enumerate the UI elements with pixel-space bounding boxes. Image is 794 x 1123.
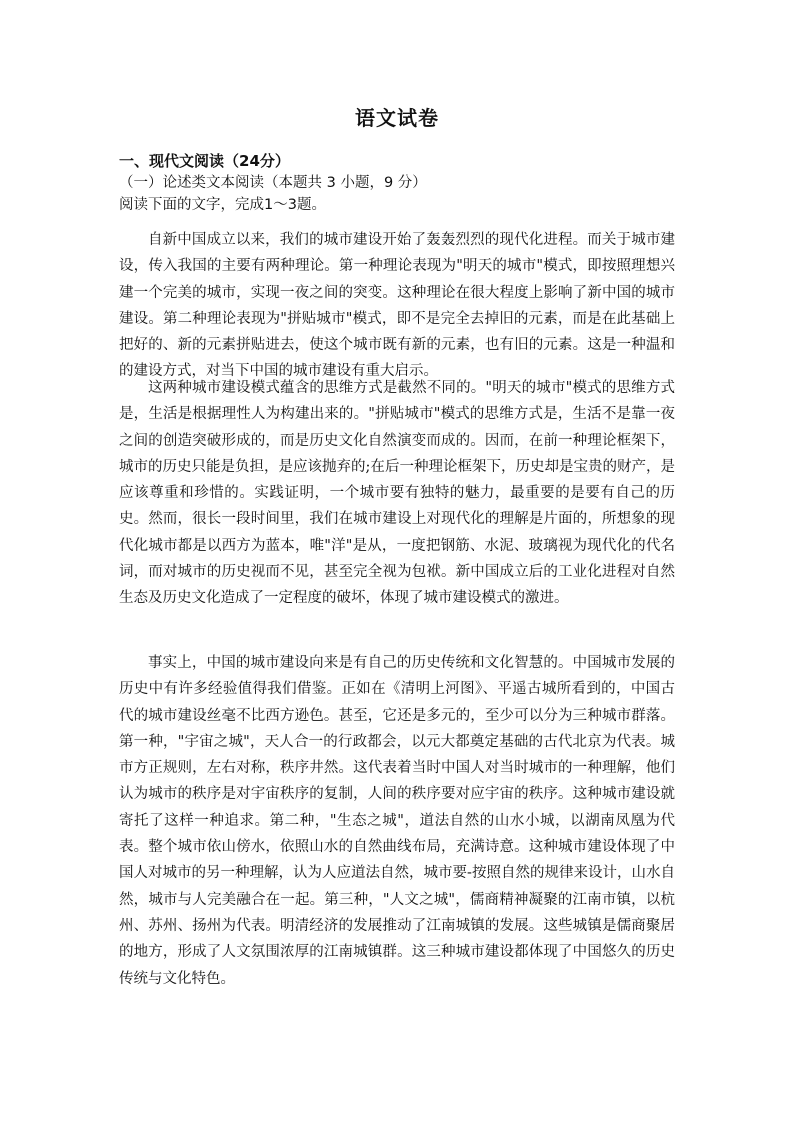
passage-paragraph-2: 这两种城市建设模式蕴含的思维方式是截然不同的。"明天的城市"模式的思维方式是，生活是根据理性人为构建出来的。"拼贴城市"模式的思维方式是，生活不是靠一夜之间的创造突破形成的，而是历史文化自然演变而成的。因而，在前一种理论框架下，城市的历史只能是负担，是应该抛弃的;在后一种理论框架下，历史却是宝贵的财产，是应该尊重和珍惜的。实践证明，一个城市要有独特的魅力，最重要的是要有自己的历史。然而，很长一段时间里，我们在城市建设上对现代化的理解是片面的，所想象的现代化城市都是以西方为蓝本，唯"洋"是从，一度把钢筋、水泥、玻璃视为现代化的代名词，而对城市的历史视而不见，甚至完全视为包袱。新中国成立后的工业化进程对自然生态及历史文化造成了一定程度的破坏，体现了城市建设模式的激进。	[119, 380, 675, 607]
reading-instruction: 阅读下面的文字，完成1～3题。	[119, 197, 326, 213]
passage-paragraph-3: 事实上，中国的城市建设向来是有自己的历史传统和文化智慧的。中国城市发展的历史中有许多经验值得我们借鉴。正如在《清明上河图》、平遥古城所看到的，中国古代的城市建设丝毫不比西方逊色。甚至，它还是多元的，至少可以分为三种城市群落。第一种，"宇宙之城"，天人合一的行政都会，以元大都奠定基础的古代北京为代表。城市方正规则，左右对称，秩序井然。这代表着当时中国人对当时城市的一种理解，他们认为城市的秩序是对宇宙秩序的复制，人间的秩序要对应宇宙的秩序。这种城市建设就寄托了这样一种追求。第二种，"生态之城"，道法自然的山水小城，以湖南凤凰为代表。整个城市依山傍水，依照山水的自然曲线布局，充满诗意。这种城市建设体现了中国人对城市的另一种理解，认为人应道法自然，城市要-按照自然的规律来设计，山水自然，城市与人完美融合在一起。第三种，"人文之城"，儒商精神凝聚的江南市镇，以杭州、苏州、扬州为代表。明清经济的发展推动了江南城镇的发展。这些城镇是儒商聚居的地方，形成了人文氛围浓厚的江南城镇群。这三种城市建设都体现了中国悠久的历史传统与文化特色。	[119, 655, 675, 987]
page-title: 语文试卷	[355, 106, 439, 130]
section-heading: 一、现代文阅读（24分）	[119, 152, 290, 170]
passage-paragraph-1: 自新中国成立以来，我们的城市建设开始了轰轰烈烈的现代化进程。而关于城市建设，传入我国的主要有两种理论。第一种理论表现为"明天的城市"模式，即按照理想兴建一个完美的城市，实现一夜之间的突变。这种理论在很大程度上影响了新中国的城市建设。第二种理论表现为"拼贴城市"模式，即不是完全去掉旧的元素，而是在此基础上把好的、新的元素拼贴进去，使这个城市既有新的元素，也有旧的元素。这是一种温和的建设方式，对当下中国的城市建设有重大启示。	[119, 232, 675, 380]
sub-heading: （一）论述类文本阅读（本题共 3 小题，9 分）	[119, 175, 427, 191]
